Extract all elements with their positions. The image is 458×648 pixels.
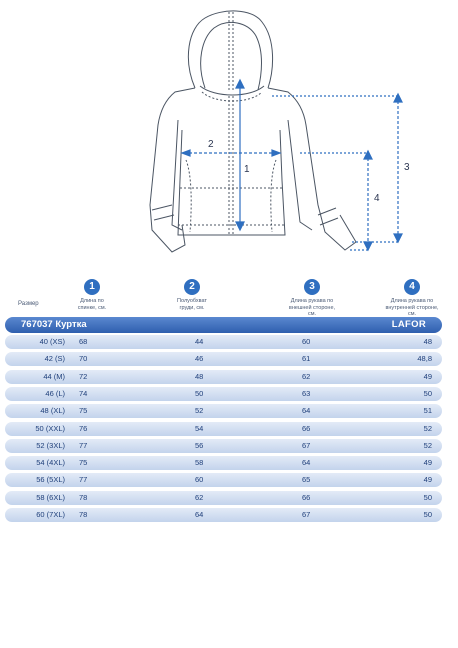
chest-cell: 54: [195, 423, 204, 433]
outer-sleeve-cell: 60: [302, 337, 311, 346]
diagram-label-3: 3: [404, 162, 410, 173]
table-row: [5, 439, 442, 453]
chest-cell: 52: [195, 406, 204, 416]
size-column-header: Размер: [18, 301, 39, 307]
back-length-cell: 75: [79, 406, 88, 416]
table-row: [5, 491, 442, 505]
measure-2-badge: 2: [184, 279, 200, 295]
size-cell: 56 (5XL): [36, 475, 65, 485]
table-row: [5, 352, 442, 366]
chest-cell: 50: [195, 388, 204, 398]
chest-cell: 60: [195, 475, 204, 485]
measure-3-label: Длина рукава по внешней стороне, см.: [288, 298, 336, 317]
outer-sleeve-cell: 62: [302, 371, 311, 381]
chest-cell: 48: [195, 371, 204, 381]
measure-3-badge: 3: [304, 279, 320, 295]
measure-1: [72, 279, 112, 311]
table-row: [5, 422, 442, 436]
measure-1-badge: 1: [84, 279, 100, 295]
measure-2-label: Полуобхват груди, см.: [177, 298, 207, 311]
measure-3: [287, 279, 337, 318]
chest-cell: 44: [195, 337, 204, 346]
table-row: [5, 508, 442, 522]
inner-sleeve-cell: 50: [423, 510, 432, 519]
back-length-cell: 75: [79, 458, 88, 468]
inner-sleeve-cell: 52: [423, 423, 432, 433]
table-row: [5, 404, 442, 418]
back-length-cell: 72: [79, 371, 88, 381]
inner-sleeve-cell: 48: [423, 337, 432, 346]
table-row: [5, 456, 442, 470]
measure-4-badge: 4: [404, 279, 420, 295]
size-cell: 54 (4XL): [36, 458, 65, 468]
table-row: [5, 473, 442, 487]
outer-sleeve-cell: 67: [302, 510, 311, 519]
measure-1-label: Длина по спинке, см.: [77, 298, 107, 311]
size-cell: 50 (XXL): [35, 423, 65, 433]
back-length-cell: 68: [79, 337, 88, 346]
diagram-label-2: 2: [208, 139, 214, 150]
inner-sleeve-cell: 50: [423, 492, 432, 502]
chest-cell: 56: [195, 440, 204, 450]
chest-cell: 46: [195, 354, 204, 364]
outer-sleeve-cell: 61: [302, 354, 311, 364]
measure-4: [385, 279, 439, 318]
back-length-cell: 74: [79, 388, 88, 398]
size-cell: 60 (7XL): [36, 510, 65, 519]
table-row: [5, 370, 442, 384]
measure-2: [170, 279, 214, 311]
inner-sleeve-cell: 51: [423, 406, 432, 416]
inner-sleeve-cell: 49: [423, 371, 432, 381]
diagram-label-1: 1: [244, 164, 250, 175]
inner-sleeve-cell: 52: [423, 440, 432, 450]
outer-sleeve-cell: 64: [302, 458, 311, 468]
measure-4-label: Длина рукава по внутренней стороне, см.: [385, 298, 439, 317]
diagram-label-4: 4: [374, 193, 380, 204]
inner-sleeve-cell: 49: [423, 458, 432, 468]
outer-sleeve-cell: 66: [302, 423, 311, 433]
table-row: [5, 335, 442, 349]
back-length-cell: 77: [79, 475, 88, 485]
product-title-bar: [5, 317, 442, 333]
back-length-cell: 77: [79, 440, 88, 450]
jacket-diagram: [0, 0, 458, 265]
chest-cell: 58: [195, 458, 204, 468]
size-cell: 40 (XS): [39, 337, 65, 346]
back-length-cell: 78: [79, 510, 88, 519]
outer-sleeve-cell: 67: [302, 440, 311, 450]
size-cell: 46 (L): [45, 388, 65, 398]
size-cell: 44 (M): [43, 371, 65, 381]
size-cell: 48 (XL): [40, 406, 65, 416]
chest-cell: 64: [195, 510, 204, 519]
outer-sleeve-cell: 64: [302, 406, 311, 416]
outer-sleeve-cell: 65: [302, 475, 311, 485]
chest-cell: 62: [195, 492, 204, 502]
back-length-cell: 76: [79, 423, 88, 433]
back-length-cell: 78: [79, 492, 88, 502]
table-row: [5, 387, 442, 401]
brand-name: LAFOR: [391, 319, 426, 330]
outer-sleeve-cell: 63: [302, 388, 311, 398]
inner-sleeve-cell: 49: [423, 475, 432, 485]
size-cell: 58 (6XL): [36, 492, 65, 502]
inner-sleeve-cell: 50: [423, 388, 432, 398]
size-cell: 52 (3XL): [36, 440, 65, 450]
size-cell: 42 (S): [44, 354, 65, 364]
inner-sleeve-cell: 48,8: [417, 354, 432, 364]
outer-sleeve-cell: 66: [302, 492, 311, 502]
back-length-cell: 70: [79, 354, 88, 364]
product-article: 767037 Куртка: [21, 319, 87, 330]
